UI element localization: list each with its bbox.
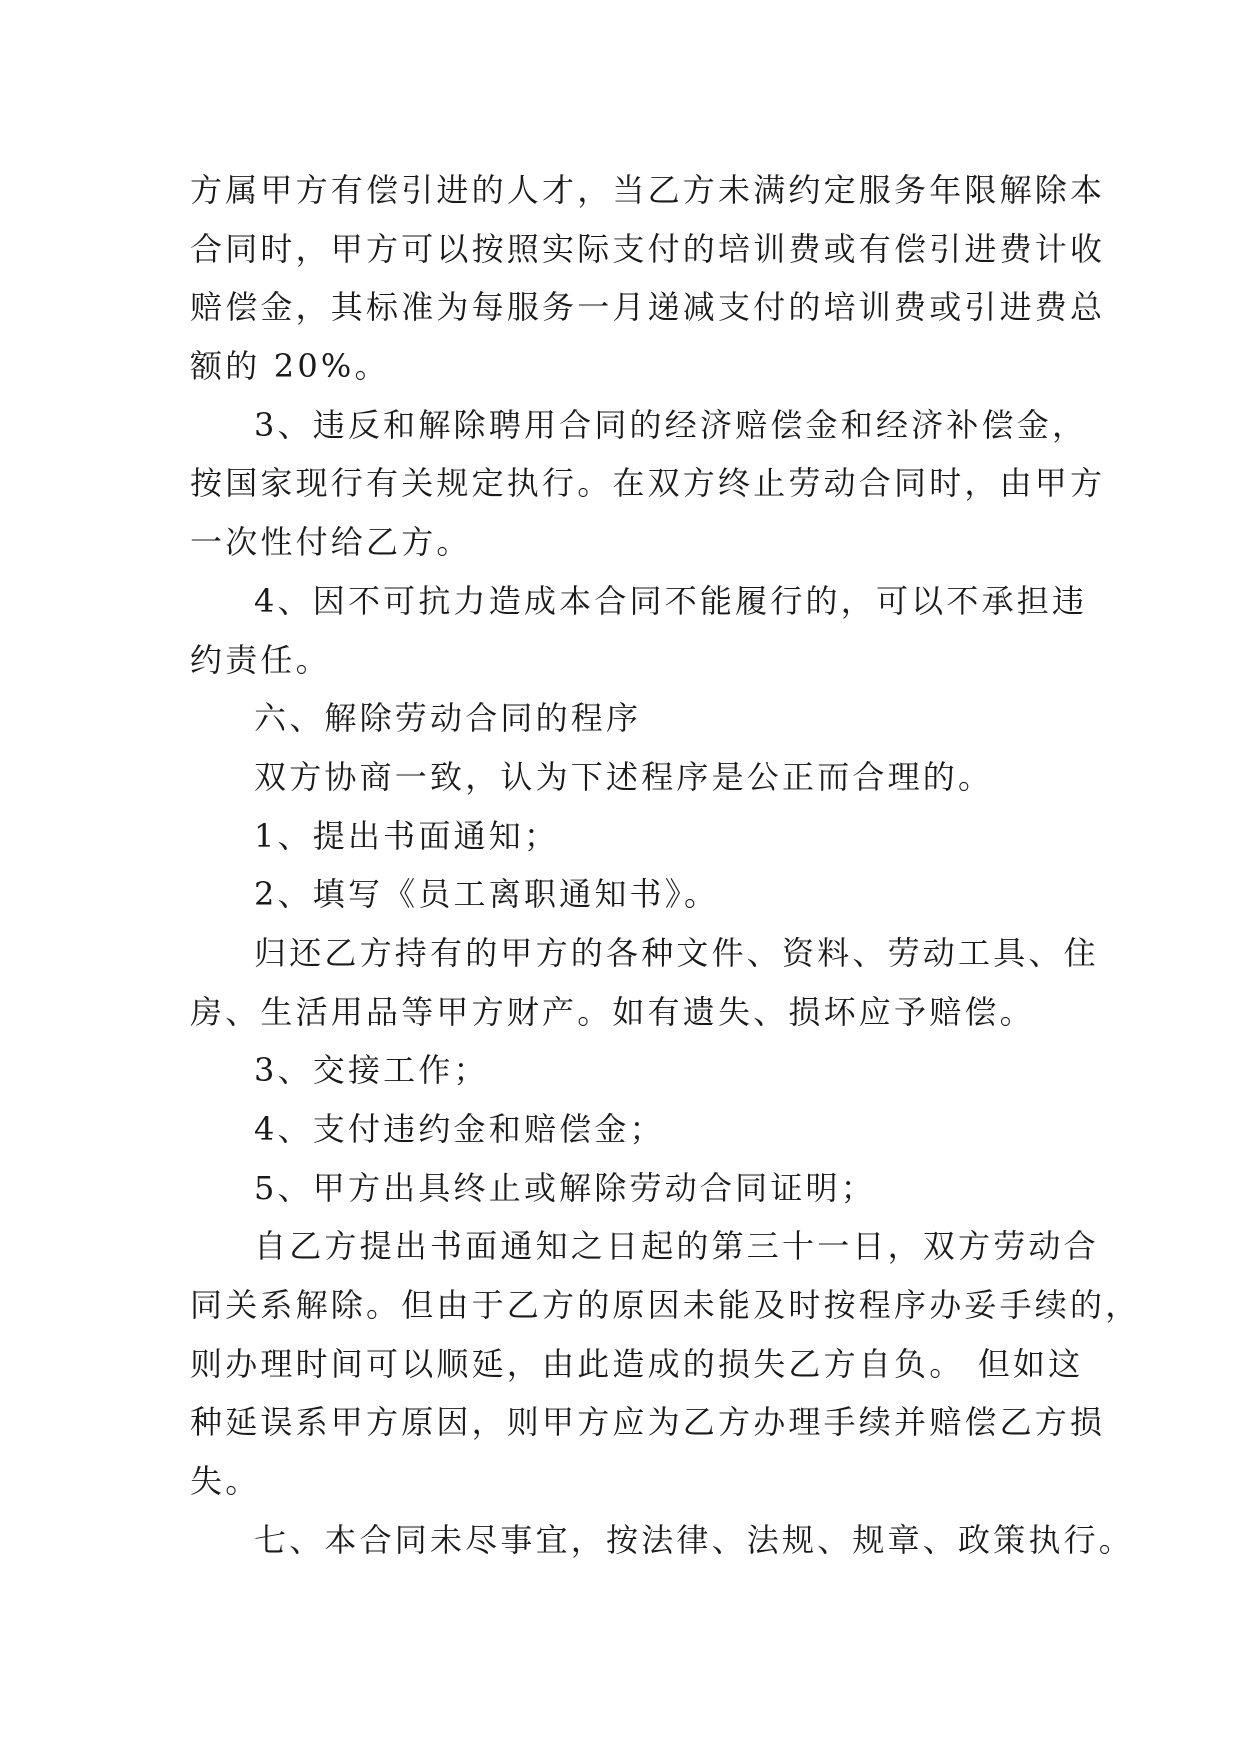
text-line: 赔偿金，其标准为每服务一月递减支付的培训费或引进费总 [190, 288, 1106, 327]
text-line: 同关系解除。但由于乙方的原因未能及时按程序办妥手续的， [190, 1286, 1141, 1325]
text-line: 种延误系甲方原因，则甲方应为乙方办理手续并赔偿乙方损 [190, 1403, 1106, 1442]
list-item: 5、甲方出具终止或解除劳动合同证明； [254, 1168, 876, 1207]
text-line: 自乙方提出书面通知之日起的第三十一日，双方劳动合 [254, 1227, 1099, 1266]
text-line: 合同时，甲方可以按照实际支付的培训费或有偿引进费计收 [190, 229, 1106, 268]
text-line: 方属甲方有偿引进的人才，当乙方未满约定服务年限解除本 [190, 171, 1106, 209]
text-line: 则办理时间可以顺延，由此造成的损失乙方自负。 但如这 [190, 1344, 1084, 1383]
section-heading: 七、本合同未尽事宜，按法律、法规、规章、政策执行。 [254, 1520, 1135, 1559]
text-line: 约责任。 [190, 640, 331, 679]
text-line: 失。 [190, 1462, 261, 1501]
section-heading: 六、解除劳动合同的程序 [254, 699, 642, 738]
document-body [190, 161, 1141, 1570]
list-item: 4、支付违约金和赔偿金； [254, 1110, 665, 1148]
text-line: 4、因不可抗力造成本合同不能履行的，可以不承担违 [254, 581, 1088, 620]
text-line: 归还乙方持有的甲方的各种文件、资料、劳动工具、住 [254, 933, 1099, 972]
text-line: 房、生活用品等甲方财产。如有遗失、损坏应予赔偿。 [190, 992, 1035, 1031]
text-line: 3、违反和解除聘用合同的经济赔偿金和经济补偿金， [254, 405, 1088, 444]
text-line: 一次性付给乙方。 [190, 523, 472, 562]
text-line: 双方协商一致，认为下述程序是公正而合理的。 [254, 757, 994, 796]
list-item: 3、交接工作； [254, 1051, 489, 1090]
list-item: 2、填写《员工离职通知书》。 [254, 875, 720, 914]
text-line: 按国家现行有关规定执行。在双方终止劳动合同时，由甲方 [190, 464, 1106, 503]
list-item: 1、提出书面通知； [254, 816, 560, 855]
text-line: 额的 20%。 [190, 347, 390, 386]
